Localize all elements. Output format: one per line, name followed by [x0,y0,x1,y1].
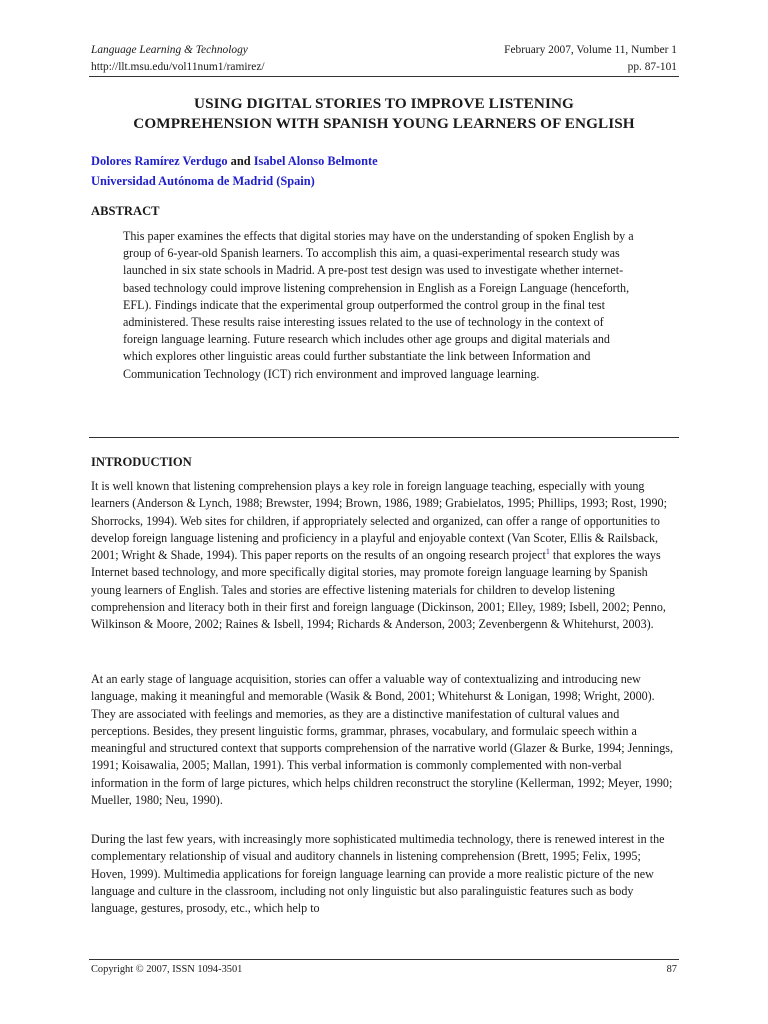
affiliation-link[interactable]: Universidad Autónoma de Madrid (Spain) [91,174,315,188]
author-conjunction: and [230,154,251,168]
author-link-1[interactable]: Dolores Ramírez Verdugo [91,154,228,168]
paragraph-3 [91,831,679,917]
title-line-2: COMPREHENSION WITH SPANISH YOUNG LEARNERS OF ENGLISH [133,115,635,132]
paper-title [89,94,679,134]
issue-info: February 2007, Volume 11, Number 1 [504,44,677,56]
copyright-notice: Copyright © 2007, ISSN 1094-3501 [91,964,243,975]
author-link-2[interactable]: Isabel Alonso Belmonte [253,154,378,168]
journal-name: Language Learning & Technology [91,44,248,56]
header-rule [89,76,679,77]
title-line-1: USING DIGITAL STORIES TO IMPROVE LISTENING [194,95,574,112]
footer-rule [89,959,679,960]
paragraph-2-text: At an early stage of language acquisition, stories can offer a valuable way of contextualizing and introducing new language, making it meaningful and memorable (Wasik & Bond, 2001; Whitehurst & Lonigan, 1998; Wright, 2000). They are associated with feelings and memories, as they are a distinctive manifestation of cultural values and perceptions. Besides, they present linguistic forms, grammar, phrases, vocabulary, and formulaic speech within a meaningful and structured context that supports comprehension of the narrative world (Glazer & Burke, 1994; Jennings, 1991; Koisawalia, 2005; Mallan, 1991). This verbal information is commonly complemented with non-verbal information in the form of large pictures, which helps children reconstruct the storyline (Kellerman, 1992; Meyer, 1990; Mueller, 1980; Neu, 1990). [91,672,674,808]
journal-url[interactable]: http://llt.msu.edu/vol11num1/ramirez/ [91,61,265,73]
paragraph-1-text-b: that explores the ways Internet based technology, and more specifically digital stories, may promote foreign language learning by Spanish young learners of English. Tales and stories are effective listening materials for children to develop listening comprehension and literacy both in their first and foreign language (Dickinson, 2001; Elley, 1989; Isbell, 2002; Penno, Wilkinson & Moore, 2002; Raines & Isbell, 1994; Richards & Anderson, 2003; Zevenbergenn & Whitehurst, 2003). [91,548,666,632]
paragraph-2 [91,671,679,809]
paragraph-3-text: During the last few years, with increasingly more sophisticated multimedia technology, there is renewed interest in the complementary relationship of visual and auditory channels in listening comprehension (Brett, 1995; Felix, 1995; Hoven, 1999). Multimedia applications for foreign language learning can provide a more realistic picture of the new language and culture in the classroom, including not only linguistic but also paralinguistic features such as body language, gestures, prosody, etc., which help to [91,832,665,916]
footnote-link[interactable]: 1 [545,547,550,557]
introduction-heading: INTRODUCTION [91,455,192,469]
abstract-heading: ABSTRACT [91,204,160,218]
page-number: 87 [666,964,677,975]
running-header-left [91,42,265,76]
page-range: pp. 87-101 [627,61,677,73]
abstract-text: This paper examines the effects that digital stories may have on the understanding of spoken English by a group of 6-year-old Spanish learners. To accomplish this aim, a quasi-experimental research study was launched in six state schools in Madrid. A pre-post test design was used to investigate whether internet-based technology could improve listening comprehension in English as a Foreign Language (henceforth, EFL). Findings indicate that the experimental group outperformed the control group in the final test administered. These results raise interesting issues related to the use of technology in the context of foreign language learning. Future research which includes other age groups and digital materials and which explores other linguistic areas could further substantiate the link between Information and Communication Technology (ICT) rich environment and improved language learning. [123,229,634,381]
paragraph-1-text-a: It is well known that listening comprehension plays a key role in foreign language teaching, especially with young learners (Anderson & Lynch, 1988; Brewster, 1994; Brown, 1986, 1989; Grabielatos, 1995; Phillips, 1993; Rost, 1990; Shorrocks, 1994). Web sites for children, if appropriately selected and organized, can offer a range of opportunities to develop foreign language listening and proficiency in a playful and enjoyable context (Van Scoter, Ellis & Railsback, 2001; Wright & Shade, 1994). This paper reports on the results of an ongoing research project [91,479,667,563]
section-rule [89,437,679,438]
author-block [91,151,378,191]
running-header-right [504,42,677,76]
paragraph-1 [91,478,679,634]
